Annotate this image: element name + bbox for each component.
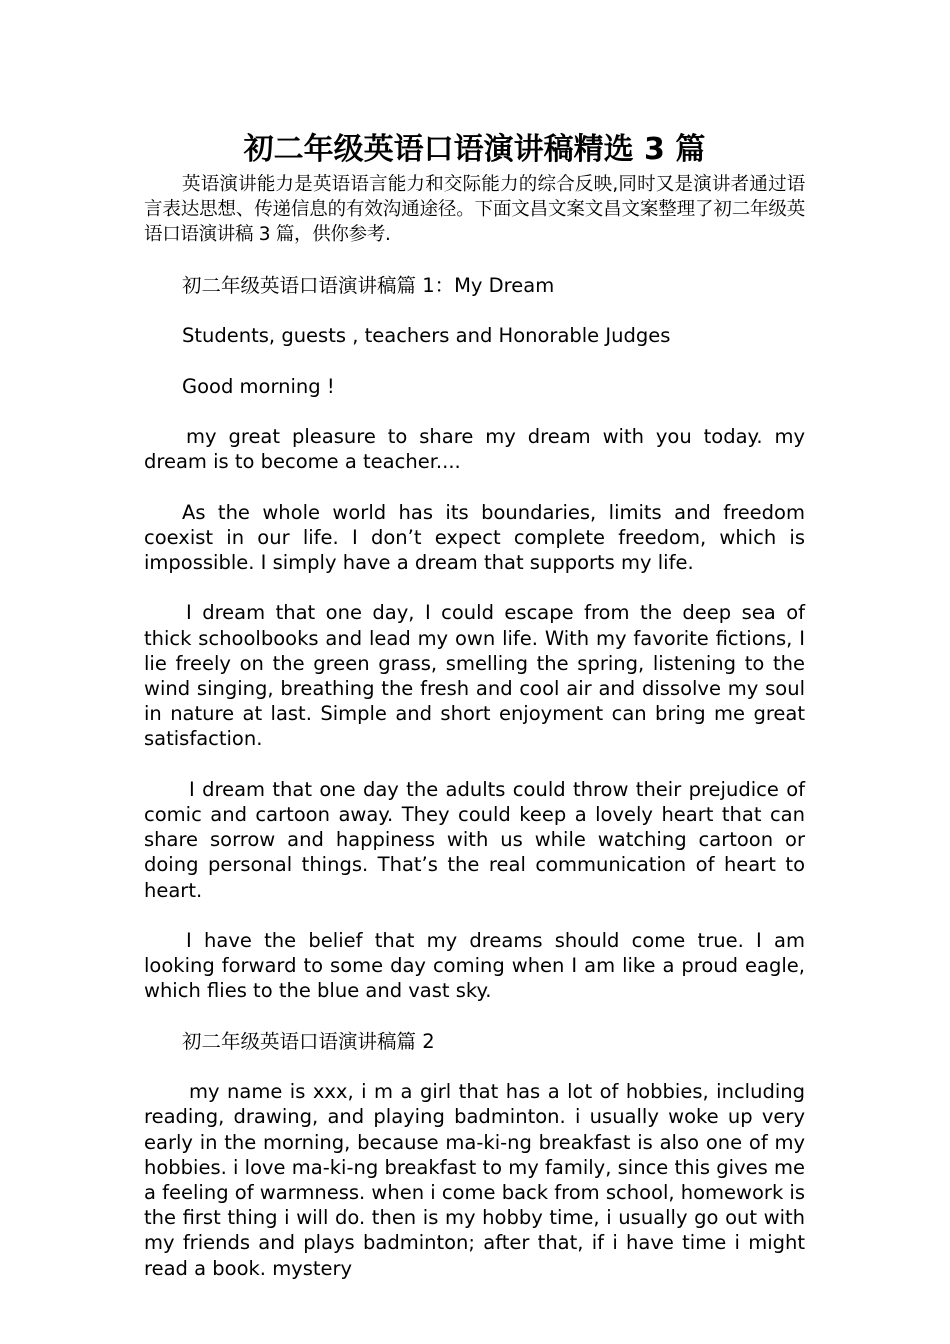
section-1-heading: 初二年级英语口语演讲稿篇 1：My Dream (182, 273, 555, 297)
body-paragraph-2: As the whole world has its boundaries, limits and freedom coexist in our life. I don’t expect complete freedom, which is impossible. I simply have a dream that supports my life. (144, 500, 805, 574)
body-paragraph-5: I have the belief that my dreams should come true. I am looking forward to some day coming when I am like a proud eagle, which flies to the blue and vast sky. (144, 928, 805, 1003)
greeting-paragraph: Good morning ! (182, 374, 335, 398)
section-2-heading: 初二年级英语口语演讲稿篇 2 (182, 1029, 435, 1053)
body-paragraph-3: I dream that one day, I could escape from the deep sea of thick schoolbooks and lead my own life. With my favorite fictions, I lie freely on the green grass, smelling the spring, listening to the wind singing, breathing the fresh and cool air and dissolve my soul in nature at last. Simple and short enjoyment can bring me great satisfaction. (144, 601, 805, 751)
document-page (144, 128, 805, 1281)
body-paragraph-1: my great pleasure to share my dream with you today. my dream is to become a teacher.... (144, 424, 805, 474)
salutation-paragraph: Students, guests , teachers and Honorable Judges (182, 324, 671, 348)
document-title: 初二年级英语口语演讲稿精选 3 篇 (243, 132, 706, 167)
body-paragraph-6: my name is xxx, i m a girl that has a lot of hobbies, including reading, drawing, and playing badminton. i usually woke up very early in the morning, because ma-ki-ng breakfast is also one of my hobbies. i love ma-ki-ng breakfast to my family, since this gives me a feeling of warmness. when i come back from school, homework is the first thing i will do. then is my hobby time, i usually go out with my friends and plays badminton; after that, if i have time i might read a book. mystery (144, 1080, 806, 1280)
body-paragraph-4: I dream that one day the adults could throw their prejudice of comic and cartoon away. They could keep a lovely heart that can share sorrow and happiness with us while watching cartoon or doing personal things. That’s the real communication of heart to heart. (144, 777, 805, 902)
intro-paragraph: 英语演讲能力是英语语言能力和交际能力的综合反映,同时又是演讲者通过语言表达思想、传递信息的有效沟通途径。下面文昌文案文昌文案整理了初二年级英语口语演讲稿 3 篇，供你参考. (144, 174, 805, 246)
